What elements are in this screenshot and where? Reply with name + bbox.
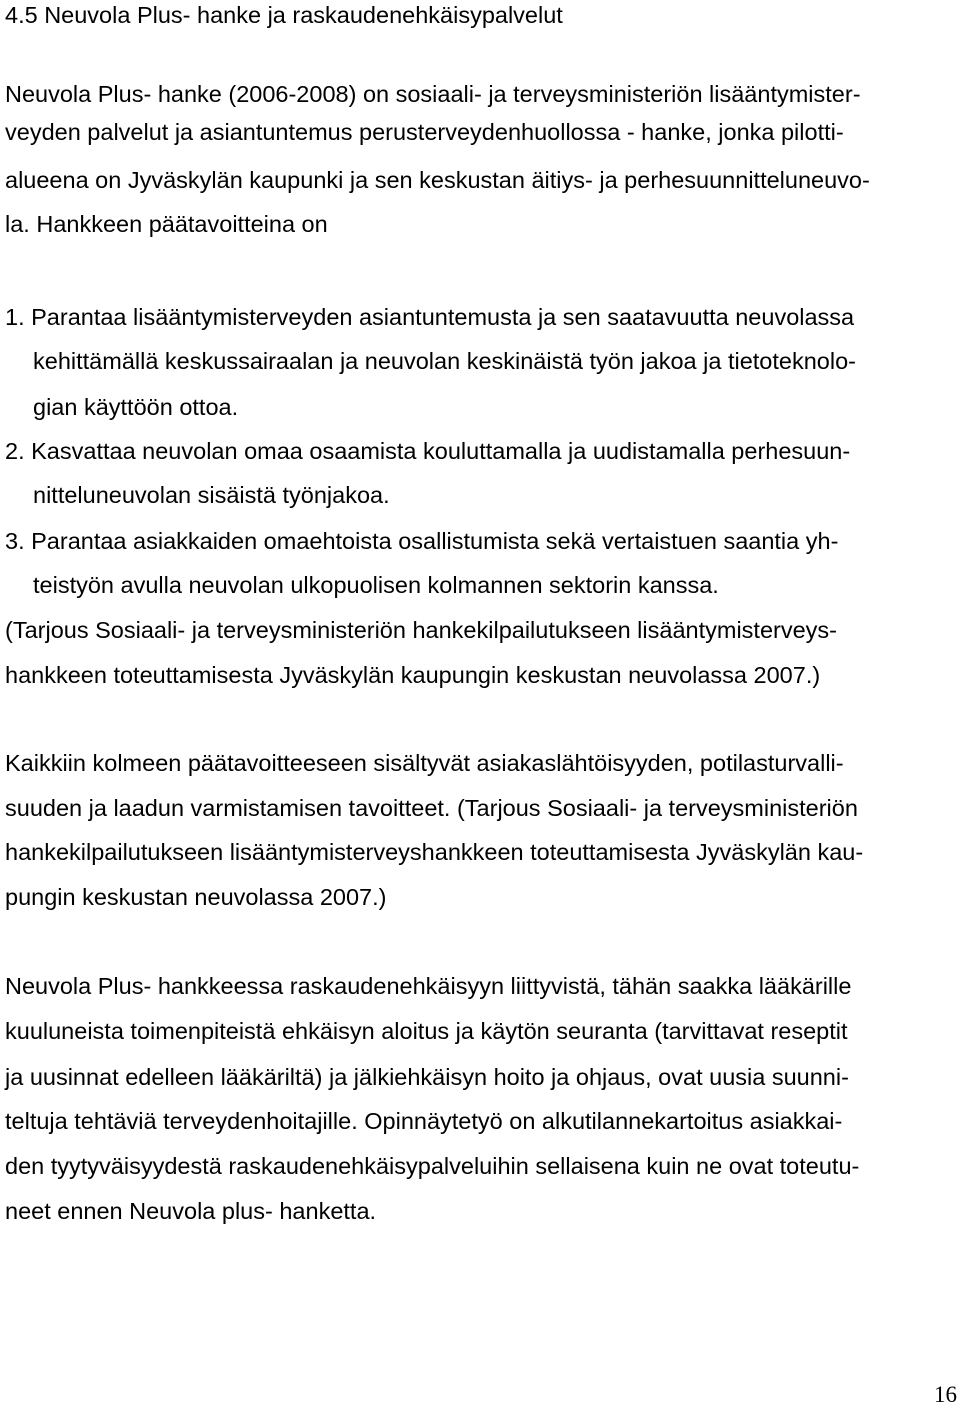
goal-2-line: nitteluneuvolan sisäistä työnjakoa. (33, 482, 390, 508)
paragraph-3-line: den tyytyväisyydestä raskaudenehkäisypalveluihin sellaisena kuin ne ovat toteutu- (5, 1153, 860, 1179)
goal-1-line: kehittämällä keskussairaalan ja neuvolan keskinäistä työn jakoa ja tietoteknolo- (33, 348, 856, 374)
goal-2-first-line: 2. Kasvattaa neuvolan omaa osaamista kouluttamalla ja uudistamalla perhesuun- (5, 438, 851, 464)
goal-1-first-line: 1. Parantaa lisääntymisterveyden asiantuntemusta ja sen saatavuutta neuvolassa (5, 304, 855, 330)
citation-line: hankkeen toteuttamisesta Jyväskylän kaupungin keskustan neuvolassa 2007.) (5, 662, 821, 688)
paragraph-2-line: hankekilpailutukseen lisääntymisterveyshankkeen toteuttamisesta Jyväskylän kau- (5, 839, 864, 865)
intro-line: Neuvola Plus- hanke (2006-2008) on sosiaali- ja terveysministeriön lisääntymister- (5, 81, 861, 107)
goal-1-line: gian käyttöön ottoa. (33, 394, 239, 420)
intro-line: veyden palvelut ja asiantuntemus perusterveydenhuollossa - hanke, jonka pilotti- (5, 119, 844, 145)
citation-line: (Tarjous Sosiaali- ja terveysministeriön hankekilpailutukseen lisääntymisterveys- (5, 617, 837, 643)
paragraph-3-line: kuuluneista toimenpiteistä ehkäisyn aloitus ja käytön seuranta (tarvittavat reseptit (5, 1018, 848, 1044)
paragraph-3-line: ja uusinnat edelleen lääkäriltä) ja jälkiehkäisyn hoito ja ohjaus, ovat uusia suunni- (5, 1064, 849, 1090)
paragraph-3-line: teltuja tehtäviä terveydenhoitajille. Opinnäytetyö on alkutilannekartoitus asiakkai- (5, 1108, 843, 1134)
page-number: 16 (934, 1382, 957, 1407)
intro-line: alueena on Jyväskylän kaupunki ja sen keskustan äitiys- ja perhesuunnitteluneuvo- (5, 167, 870, 193)
paragraph-2-line: Kaikkiin kolmeen päätavoitteeseen sisältyvät asiakaslähtöisyyden, potilasturvalli- (5, 750, 844, 776)
paragraph-3-line: Neuvola Plus- hankkeessa raskaudenehkäisyyn liittyvistä, tähän saakka lääkärille (5, 973, 852, 999)
paragraph-2-line: pungin keskustan neuvolassa 2007.) (5, 884, 387, 910)
goal-3-first-line: 3. Parantaa asiakkaiden omaehtoista osallistumista sekä vertaistuen saantia yh- (5, 528, 839, 554)
goal-3-line: teistyön avulla neuvolan ulkopuolisen kolmannen sektorin kanssa. (33, 572, 719, 598)
section-heading: 4.5 Neuvola Plus- hanke ja raskaudenehkäisypalvelut (5, 2, 563, 28)
paragraph-3-line: neet ennen Neuvola plus- hanketta. (5, 1198, 377, 1224)
paragraph-2-line: suuden ja laadun varmistamisen tavoitteet. (Tarjous Sosiaali- ja terveysministeriön (5, 795, 858, 821)
intro-line: la. Hankkeen päätavoitteina on (5, 211, 328, 237)
